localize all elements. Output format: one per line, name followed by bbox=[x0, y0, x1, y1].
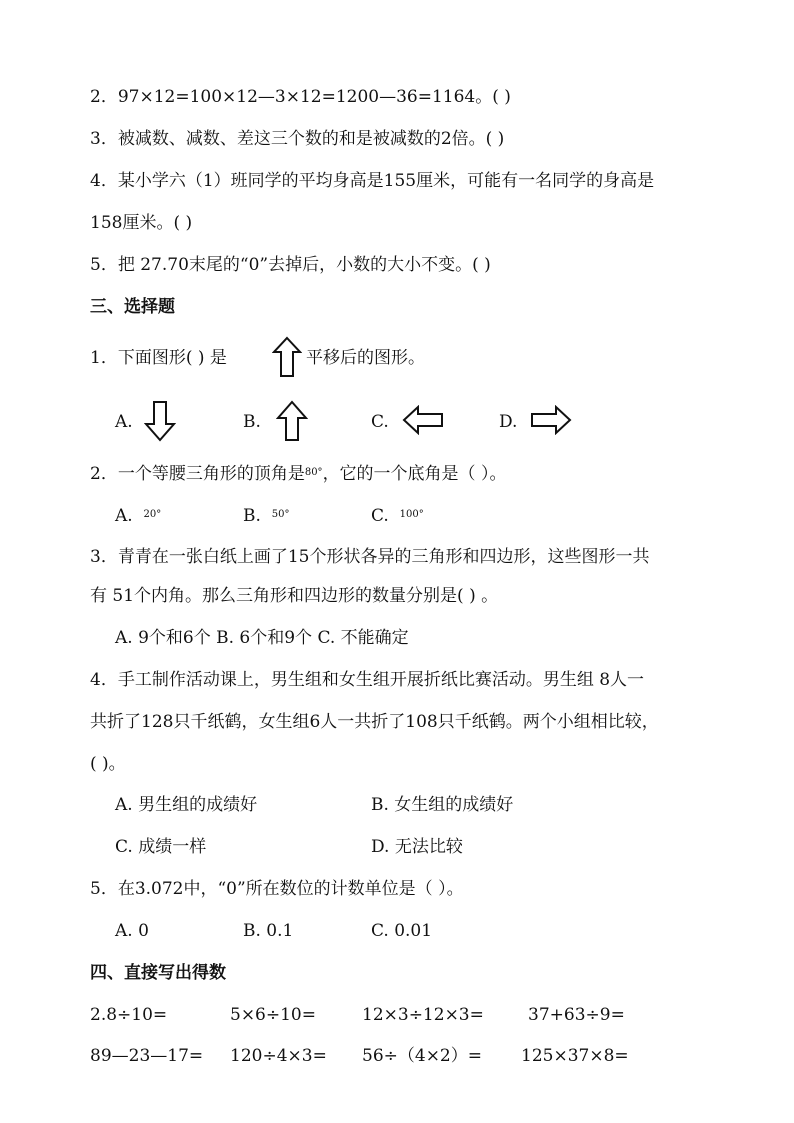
judge-q4-line2: 158厘米。( ) bbox=[90, 213, 193, 233]
choice-q2-option-b-label: B. bbox=[243, 506, 261, 526]
judge-q5: 5．把 27.70末尾的“0”去掉后，小数的大小不变。( ) bbox=[90, 255, 491, 275]
calc-item: 37+63÷9= bbox=[528, 1005, 625, 1025]
choice-q3-options: A. 9个和6个 B. 6个和9个 C. 不能确定 bbox=[115, 628, 409, 648]
judge-q4-line1: 4．某小学六（1）班同学的平均身高是155厘米，可能有一名同学的身高是 bbox=[90, 171, 655, 191]
choice-q2-option-c-label: C. bbox=[371, 506, 389, 526]
calc-item: 120÷4×3= bbox=[230, 1046, 327, 1066]
choice-q1-option-a-label: A. bbox=[115, 412, 133, 432]
choice-q4-option-a: A. 男生组的成绩好 bbox=[115, 795, 258, 815]
choice-q4-line2: 共折了128只千纸鹤，女生组6人一共折了108只千纸鹤。两个小组相比较， bbox=[90, 712, 659, 732]
choice-q2-option-c bbox=[371, 503, 424, 528]
choice-q2-prefix: 2．一个等腰三角形的顶角是 bbox=[90, 464, 305, 484]
choice-q5-option-a: A. 0 bbox=[115, 921, 149, 941]
right-arrow-icon bbox=[530, 405, 572, 435]
choice-q3-line2: 有 51个内角。那么三角形和四边形的数量分别是( ) 。 bbox=[90, 586, 499, 606]
calc-item: 5×6÷10= bbox=[230, 1005, 316, 1025]
choice-q2-option-b-value: 50° bbox=[271, 509, 290, 520]
choice-q1-option-c-label: C. bbox=[371, 412, 389, 432]
choice-q4-option-d: D. 无法比较 bbox=[371, 837, 463, 857]
choice-q2-angle: 80° bbox=[304, 467, 323, 478]
choice-q2 bbox=[90, 461, 506, 486]
choice-q2-option-a-label: A. bbox=[115, 506, 133, 526]
judge-q3: 3．被减数、减数、差这三个数的和是被减数的2倍。( ) bbox=[90, 129, 505, 149]
up-arrow-icon bbox=[276, 400, 308, 442]
calc-item: 89—23—17= bbox=[90, 1046, 204, 1066]
up-arrow-icon bbox=[272, 336, 302, 378]
down-arrow-icon bbox=[144, 400, 176, 442]
choice-q2-suffix: ，它的一个底角是（ ）。 bbox=[322, 464, 507, 484]
calc-item: 125×37×8= bbox=[521, 1046, 629, 1066]
choice-q2-option-a bbox=[115, 503, 161, 528]
choice-q2-option-c-value: 100° bbox=[399, 509, 424, 520]
choice-q1-option-b-label: B. bbox=[243, 412, 261, 432]
choice-q1-prefix: 1．下面图形( ) 是 bbox=[90, 348, 227, 368]
choice-q1-suffix: 平移后的图形。 bbox=[306, 348, 425, 368]
choice-q4-line1: 4．手工制作活动课上，男生组和女生组开展折纸比赛活动。男生组 8人一 bbox=[90, 670, 645, 690]
calc-item: 2.8÷10= bbox=[90, 1005, 168, 1025]
section-title-calc: 四、直接写出得数 bbox=[90, 963, 226, 983]
choice-q5-line1: 5．在3.072中，“0”所在数位的计数单位是（ ）。 bbox=[90, 879, 464, 899]
choice-q4-option-c: C. 成绩一样 bbox=[115, 837, 207, 857]
choice-q2-option-b bbox=[243, 503, 289, 528]
choice-q2-option-a-value: 20° bbox=[143, 509, 162, 520]
choice-q3-line1: 3．青青在一张白纸上画了15个形状各异的三角形和四边形，这些图形一共 bbox=[90, 547, 650, 567]
choice-q4-line3: ( )。 bbox=[90, 754, 126, 774]
judge-q2: 2．97×12=100×12—3×12=1200—36=1164。( ) bbox=[90, 87, 511, 107]
choice-q5-option-b: B. 0.1 bbox=[243, 921, 294, 941]
choice-q1-option-d-label: D. bbox=[499, 412, 518, 432]
choice-q4-option-b: B. 女生组的成绩好 bbox=[371, 795, 514, 815]
section-title-choice: 三、选择题 bbox=[90, 297, 175, 317]
calc-item: 12×3÷12×3= bbox=[362, 1005, 484, 1025]
calc-item: 56÷（4×2）= bbox=[362, 1046, 482, 1066]
left-arrow-icon bbox=[402, 405, 444, 435]
choice-q5-option-c: C. 0.01 bbox=[371, 921, 433, 941]
